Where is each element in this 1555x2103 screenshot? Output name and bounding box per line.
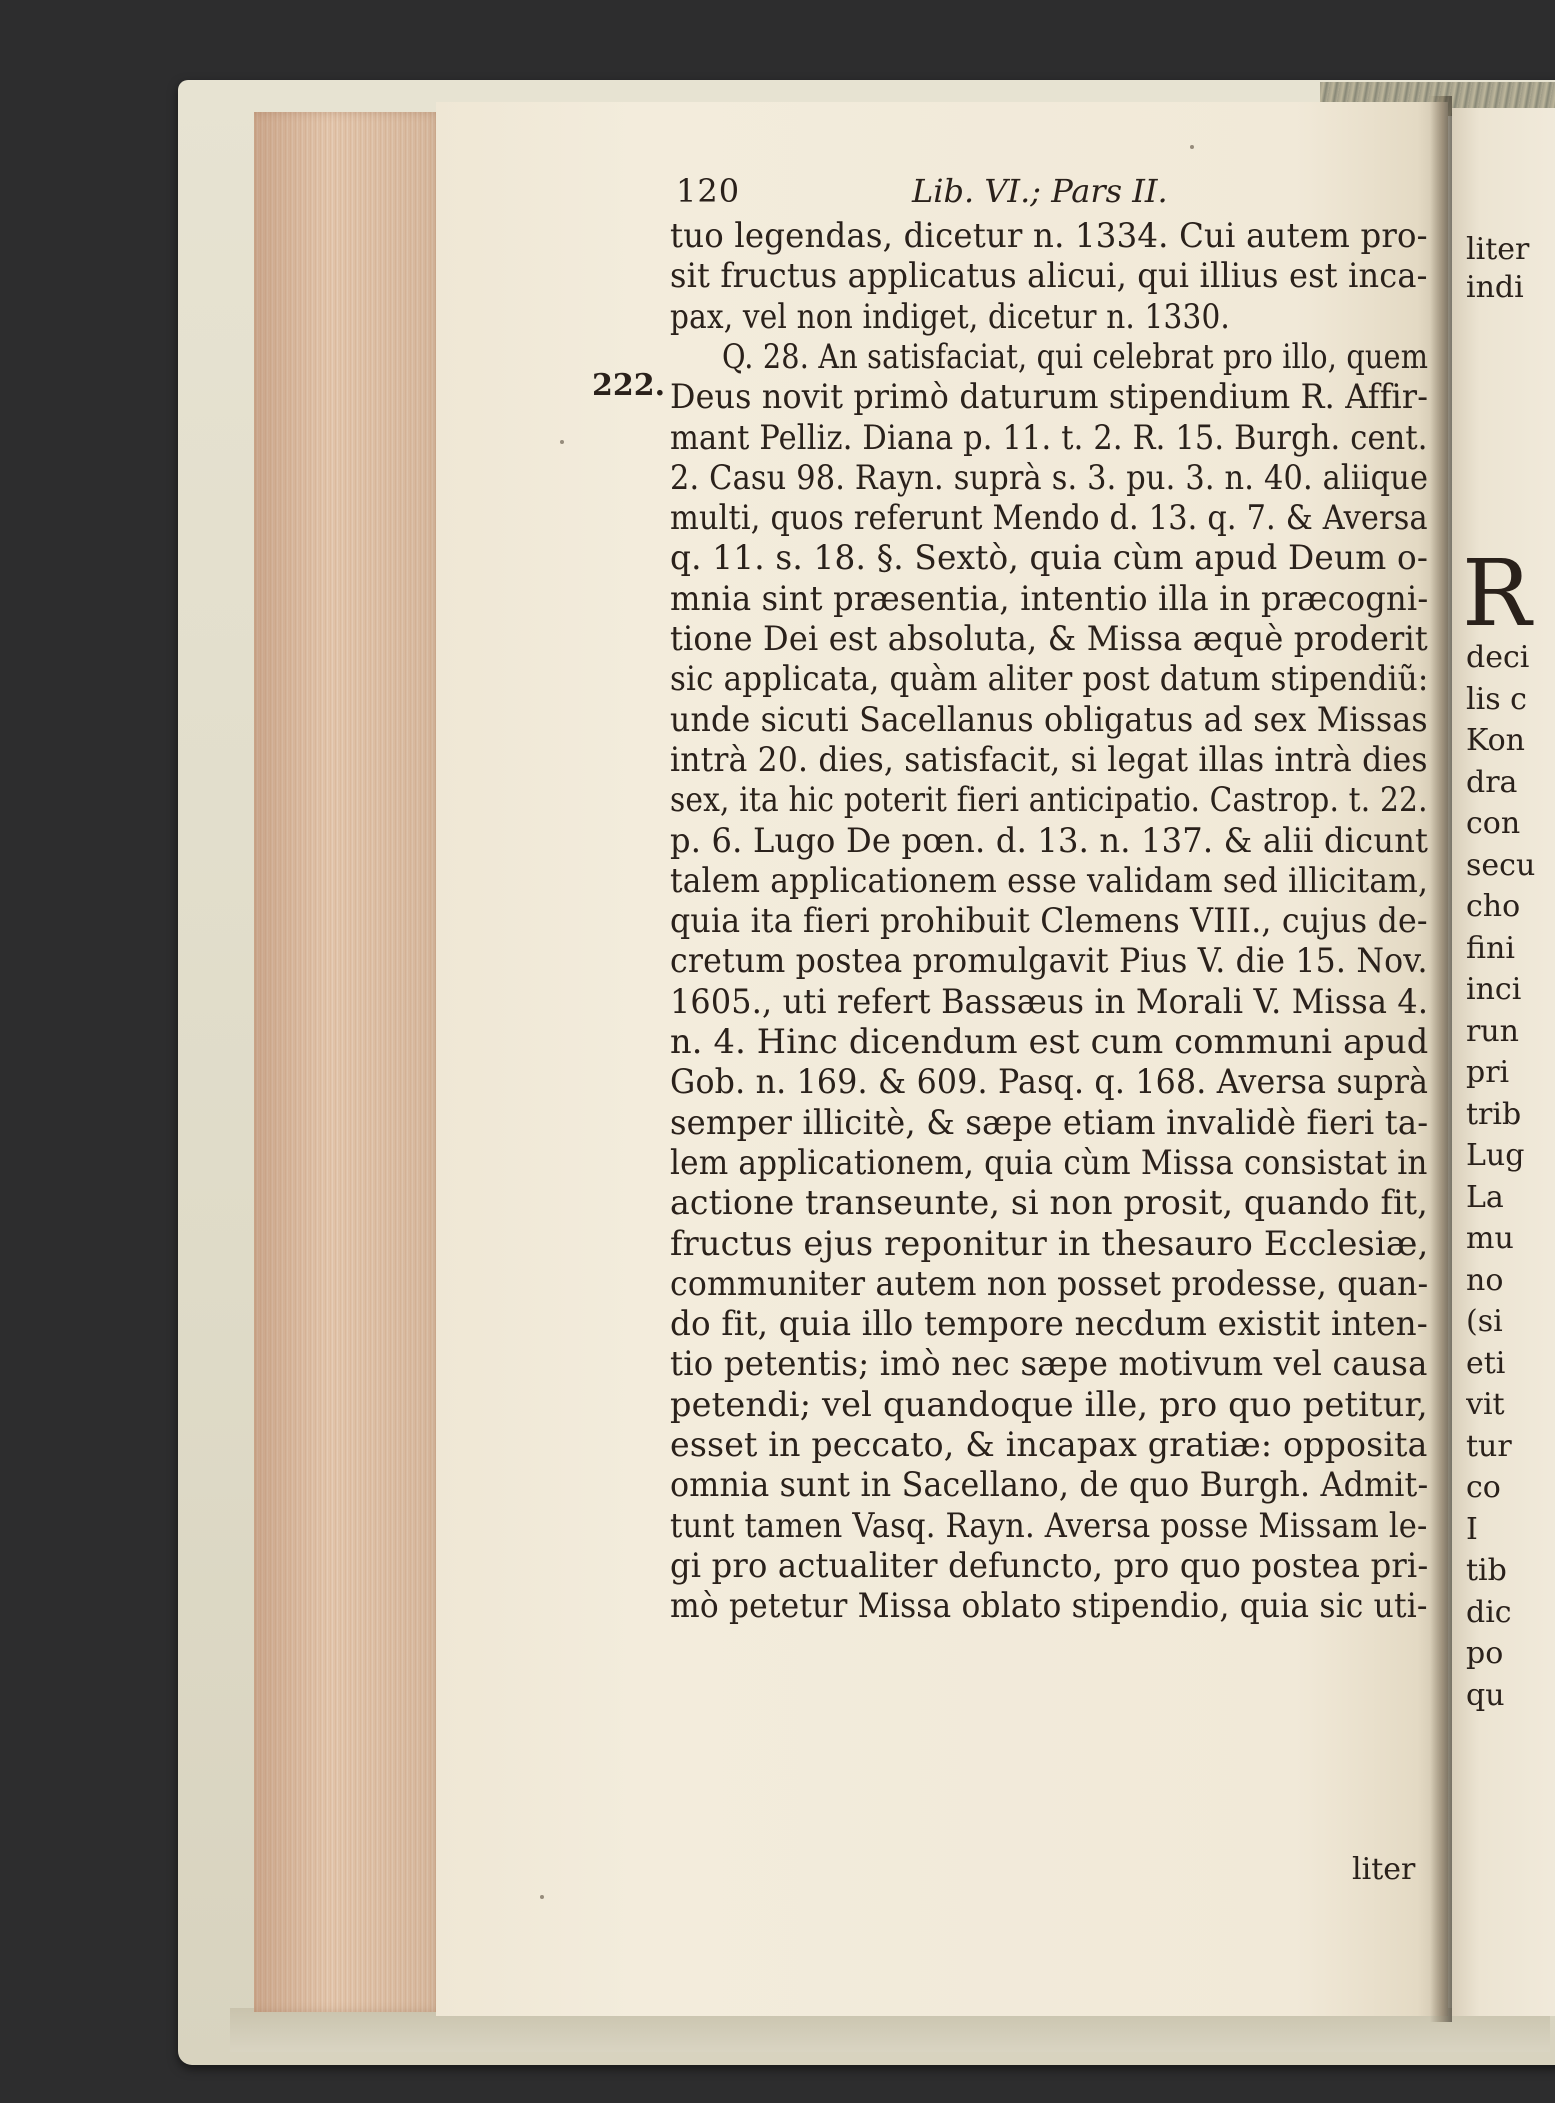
page-fore-edge-shade [254,112,444,2012]
text-line: actione transeunte, si non prosit, quando fit, [670,1183,1428,1223]
right-page-line: run [1466,1013,1519,1049]
text-line: mnia sint præsentia, intentio illa in præcogni- [670,578,1429,618]
text-line: pax, vel non indiget, dicetur n. 1330. [670,296,1230,336]
running-title: Lib. VI.; Pars II. [912,172,1168,210]
right-page-line: inci [1466,972,1522,1007]
right-page-initial: R [1462,540,1532,647]
right-page-line: qu [1466,1677,1505,1713]
right-page-line: no [1466,1262,1504,1298]
text-line: 2. Casu 98. Rayn. suprà s. 3. pu. 3. n. 40. aliique [670,457,1429,497]
text-line: p. 6. Lugo De pœn. d. 13. n. 137. & alii dicunt [670,820,1429,860]
text-line: tione Dei est absoluta, & Missa æquè proderit [670,619,1428,658]
right-page-line: pri [1466,1055,1510,1090]
paper-speck [1190,145,1194,149]
right-page-line: liter [1466,232,1530,267]
text-line: intrà 20. dies, satisfacit, si legat illas intrà dies [670,739,1428,779]
marginal-paragraph-number: 222. [592,368,666,403]
text-line: mò petetur Missa oblato stipendio, quia sic uti- [670,1586,1428,1626]
right-page-line: mu [1466,1221,1514,1256]
paper-speck [560,440,564,444]
text-line: fructus ejus reponitur in thesauro Ecclesiæ, [670,1223,1429,1263]
right-page-line: vit [1466,1387,1505,1422]
text-line: multi, quos referunt Mendo d. 13. q. 7. & Aversa [670,498,1428,538]
paper-speck [540,1895,544,1899]
right-page-line: La [1466,1179,1504,1215]
text-line: sex, ita hic poterit fieri anticipatio. Castrop. t. 22. [670,780,1428,820]
right-page-line: co [1466,1470,1501,1505]
text-line: Q. 28. An satisfaciat, qui celebrat pro illo, quem [722,336,1429,376]
text-line: 1605., uti refert Bassæus in Morali V. Missa 4. [670,981,1429,1021]
right-page-line: (si [1466,1304,1503,1339]
text-line: Deus novit primò daturum stipendium R. Affir- [670,377,1429,417]
right-page-line: po [1466,1636,1504,1671]
running-head [676,172,1196,220]
text-line: cretum postea promulgavit Pius V. die 15. Nov. [670,941,1428,981]
right-page-line: Lug [1466,1138,1525,1173]
right-page-line: con [1466,806,1521,841]
text-line: petendi; vel quandoque ille, pro quo petitur, [670,1384,1428,1424]
right-page-line: indi [1466,270,1524,305]
text-line: communiter autem non posset prodesse, quan- [670,1263,1429,1303]
right-page-line: deci [1466,640,1530,675]
text-line: sit fructus applicatus alicui, qui illius est inca- [670,256,1428,296]
text-line: quia ita fieri prohibuit Clemens VIII., cujus de- [670,901,1428,941]
text-line: mant Pelliz. Diana p. 11. t. 2. R. 15. Burgh. cent. [670,417,1428,457]
right-page-line: I [1466,1511,1478,1547]
right-page-line: dic [1466,1594,1512,1630]
right-page-line: fini [1466,930,1515,966]
right-page-line: cho [1466,889,1521,924]
text-line: Gob. n. 169. & 609. Pasq. q. 168. Aversa suprà [670,1062,1429,1102]
text-line: q. 11. s. 18. §. Sextò, quia cùm apud Deum o- [670,538,1429,578]
right-page-line: trib [1466,1096,1522,1132]
text-line: unde sicuti Sacellanus obligatus ad sex Missas [670,699,1428,739]
right-page-line: lis c [1466,681,1527,717]
text-line: gi pro actualiter defuncto, pro quo postea pri- [670,1545,1429,1585]
text-line: sic applicata, quàm aliter post datum stipendiũ: [670,659,1429,699]
right-page-line: tib [1466,1553,1507,1588]
right-page-line: secu [1466,847,1536,883]
text-line: tunt tamen Vasq. Rayn. Aversa posse Missam le- [670,1505,1428,1545]
text-line: omnia sunt in Sacellano, de quo Burgh. Admit- [670,1465,1429,1505]
right-page-line: dra [1466,764,1518,800]
text-line: lem applicationem, quia cùm Missa consistat in [670,1142,1428,1182]
page-number: 120 [676,172,741,210]
right-page-line: Kon [1466,723,1525,758]
text-line: tuo legendas, dicetur n. 1334. Cui autem pro- [670,216,1428,255]
catchword: liter [1352,1852,1416,1887]
right-page-line: eti [1466,1345,1506,1381]
text-line: talem applicationem esse validam sed illicitam, [670,860,1429,900]
text-line: do fit, quia illo tempore necdum existit inten- [670,1304,1428,1344]
text-line: esset in peccato, & incapax gratiæ: opposita [670,1425,1428,1464]
right-page-line: tur [1466,1428,1512,1464]
book-gutter [1430,96,1452,2022]
text-line: n. 4. Hinc dicendum est cum communi apud [670,1022,1429,1061]
text-line: semper illicitè, & sæpe etiam invalidè fieri ta- [670,1102,1429,1142]
text-line: tio petentis; imò nec sæpe motivum vel causa [670,1344,1428,1384]
